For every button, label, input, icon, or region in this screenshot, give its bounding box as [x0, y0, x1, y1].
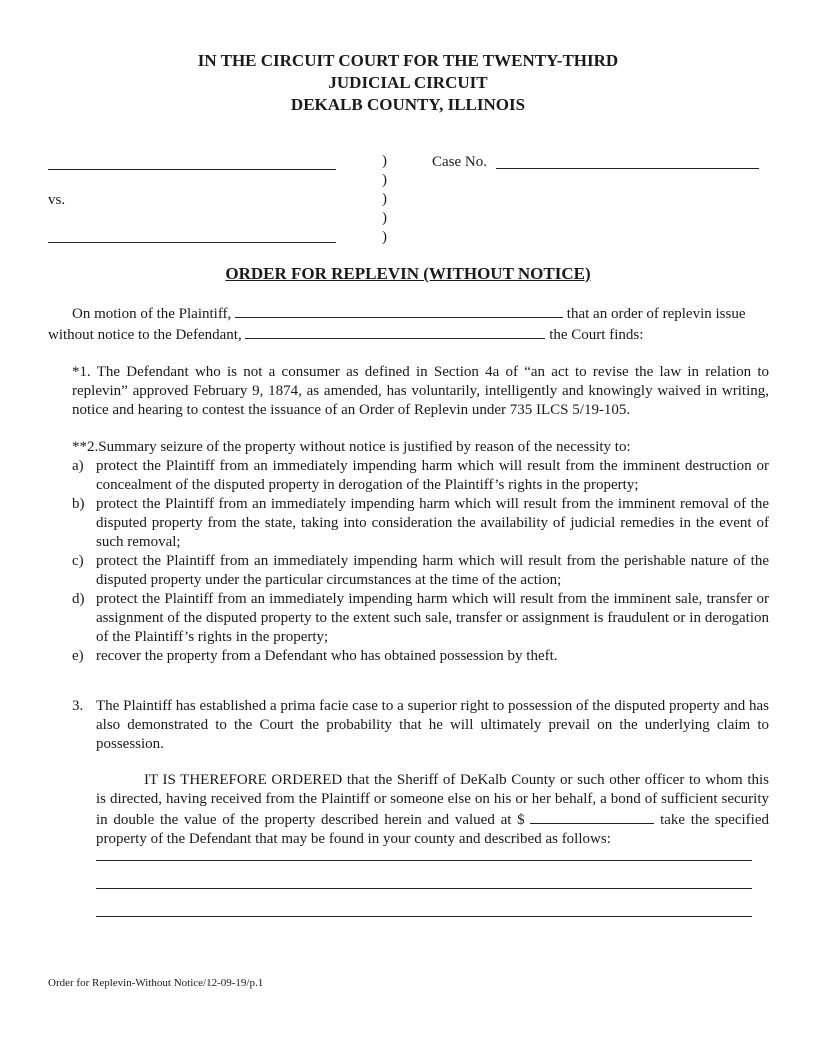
order-text: IT IS THEREFORE ORDERED that the Sheriff of DeKalb County or such other officer to whom this is directed, having received from the Plaintiff or someone else on his or her behalf, a bond of sufficient security in double the value of the property described herein and valued at $ — [96, 772, 769, 828]
caption-paren: ) — [382, 191, 387, 207]
intro-text: that an order of replevin issue — [566, 306, 746, 322]
list-item-label: b) — [72, 496, 85, 512]
finding-2-intro: **2.Summary seizure of the property without notice is justified by reason of the necessity to: — [72, 439, 631, 455]
finding-3 — [72, 697, 769, 754]
list-item-text: protect the Plaintiff from an immediately impending harm which will result from the perishable nature of the disputed property under the particular circumstances at the time of the action; — [96, 553, 769, 588]
caption-paren: ) — [382, 210, 387, 226]
defendant-name-line[interactable] — [48, 242, 336, 243]
finding-3-label: 3. — [72, 698, 84, 714]
list-item-text: recover the property from a Defendant who has obtained possession by theft. — [96, 648, 558, 664]
court-header-line-2: JUDICIAL CIRCUIT — [328, 73, 488, 92]
vs-label: vs. — [48, 192, 66, 208]
intro-text: On motion of the Plaintiff, — [72, 306, 232, 322]
caption-paren: ) — [382, 153, 387, 169]
intro-text: the Court finds: — [549, 327, 644, 343]
intro-text: without notice to the Defendant, — [48, 327, 242, 343]
property-value-blank[interactable] — [530, 809, 654, 824]
list-item-label: a) — [72, 458, 84, 474]
case-number-label: Case No. — [432, 154, 487, 170]
defendant-name-blank[interactable] — [245, 324, 545, 339]
list-item-text: protect the Plaintiff from an immediately impending harm which will result from the imminent destruction or concealment of the disputed property in derogation of the Plaintiff’s rights in the property; — [96, 458, 769, 493]
form-footer: Order for Replevin-Without Notice/12-09-19/p.1 — [48, 977, 264, 989]
court-header-line-3: DEKALB COUNTY, ILLINOIS — [290, 95, 526, 114]
order-title: ORDER FOR REPLEVIN (WITHOUT NOTICE) — [225, 264, 591, 283]
property-description-line[interactable] — [96, 916, 752, 917]
list-item-text: protect the Plaintiff from an immediately impending harm which will result from the imminent sale, transfer or assignment of the disputed property to the extent such sale, transfer or assignment is fraudulent or in derogation of the Plaintiff’s rights in the property; — [96, 591, 769, 645]
plaintiff-name-blank[interactable] — [235, 303, 563, 318]
finding-2 — [72, 438, 769, 666]
list-item — [72, 647, 769, 666]
intro-line-2 — [48, 324, 772, 345]
finding-3-text: The Plaintiff has established a prima facie case to a superior right to possession of the disputed property and has also demonstrated to the Court the probability that he will ultimately prevail on the underlying claim to possession. — [96, 698, 769, 752]
order-paragraph — [96, 771, 769, 849]
court-header — [0, 50, 816, 116]
list-item-label: c) — [72, 553, 84, 569]
list-item-label: e) — [72, 648, 84, 664]
intro-line-1 — [72, 303, 772, 324]
list-item — [72, 495, 769, 552]
court-header-line-1: IN THE CIRCUIT COURT FOR THE TWENTY-THIRD — [197, 51, 619, 70]
finding-1: *1. The Defendant who is not a consumer as defined in Section 4a of “an act to revise the law in relation to replevin” approved February 9, 1874, as amended, has voluntarily, intelligently and knowingly waived in writing, notice and hearing to contest the issuance of an Order of Replevin under 735 ILCS 5/19-105. — [72, 364, 769, 418]
list-item-label: d) — [72, 591, 85, 607]
list-item — [72, 590, 769, 647]
list-item — [72, 457, 769, 495]
caption-paren: ) — [382, 172, 387, 188]
property-description-line[interactable] — [96, 860, 752, 861]
list-item-text: protect the Plaintiff from an immediately impending harm which will result from the imminent removal of the disputed property from the state, taking into consideration the availability of judicial remedies in the event of such removal; — [96, 496, 769, 550]
case-number-line[interactable] — [496, 168, 759, 169]
property-description-line[interactable] — [96, 888, 752, 889]
order-text: take the specified property of the Defendant that may be found in your county and described as follows: — [96, 812, 770, 847]
list-item — [72, 552, 769, 590]
plaintiff-name-line[interactable] — [48, 169, 336, 170]
caption-paren: ) — [382, 229, 387, 245]
